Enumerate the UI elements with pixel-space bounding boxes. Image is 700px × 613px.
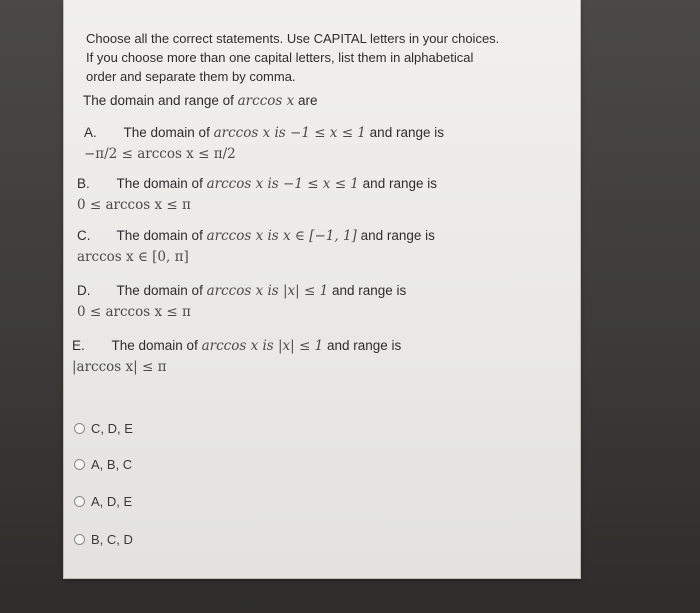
option-text: The domain of — [116, 228, 203, 243]
option-math: arccos x is −1 ≤ x ≤ 1 — [206, 176, 359, 192]
option-text: The domain of — [116, 283, 203, 298]
option-letter: C. — [77, 228, 91, 243]
instructions-text: Choose all the correct statements. Use CAPITAL letters in your choices. If you choose more than one capital letters, list them in alphabetical order and separate them by comma. — [86, 31, 500, 84]
option-a — [84, 122, 524, 165]
option-range: |arccos x| ≤ π — [72, 359, 167, 375]
answer-choice[interactable] — [74, 532, 133, 547]
option-tail: and range is — [326, 338, 402, 353]
answer-choice[interactable] — [74, 421, 133, 436]
option-range: arccos x ∈ [0, π] — [77, 249, 189, 265]
option-range: 0 ≤ arccos x ≤ π — [77, 304, 191, 320]
option-d — [77, 280, 517, 323]
option-letter: E. — [72, 338, 85, 353]
answer-label: A, D, E — [91, 494, 133, 509]
option-letter: A. — [84, 125, 97, 140]
question-panel — [64, 0, 580, 578]
option-tail: and range is — [331, 283, 407, 298]
option-letter: D. — [77, 283, 91, 298]
answer-label: C, D, E — [91, 421, 133, 436]
radio-button[interactable] — [74, 459, 85, 470]
option-text: The domain of — [111, 338, 198, 353]
question-suffix: are — [297, 93, 318, 108]
option-math: arccos x is |x| ≤ 1 — [206, 283, 329, 299]
option-tail: and range is — [369, 125, 444, 140]
option-math: arccos x is |x| ≤ 1 — [201, 338, 324, 354]
radio-button[interactable] — [74, 534, 85, 545]
option-tail: and range is — [362, 176, 437, 191]
option-b — [77, 173, 517, 216]
answer-choice[interactable] — [74, 494, 132, 509]
option-letter: B. — [77, 176, 90, 191]
radio-button[interactable] — [74, 496, 85, 507]
question-prefix: The domain and range of — [83, 93, 234, 108]
option-range: −π/2 ≤ arccos x ≤ π/2 — [84, 146, 236, 162]
question-stem — [83, 93, 318, 109]
question-expr: arccos x — [237, 93, 295, 109]
answer-label: B, C, D — [91, 532, 133, 547]
option-range: 0 ≤ arccos x ≤ π — [77, 197, 191, 213]
radio-button[interactable] — [74, 423, 85, 434]
answer-choice[interactable] — [74, 457, 132, 472]
option-text: The domain of — [116, 176, 203, 191]
option-tail: and range is — [360, 228, 435, 243]
option-text: The domain of — [123, 125, 210, 140]
option-e — [72, 335, 512, 378]
option-math: arccos x is x ∈ [−1, 1] — [206, 228, 357, 244]
option-c — [77, 225, 517, 268]
option-math: arccos x is −1 ≤ x ≤ 1 — [213, 125, 366, 141]
answer-label: A, B, C — [91, 457, 133, 472]
